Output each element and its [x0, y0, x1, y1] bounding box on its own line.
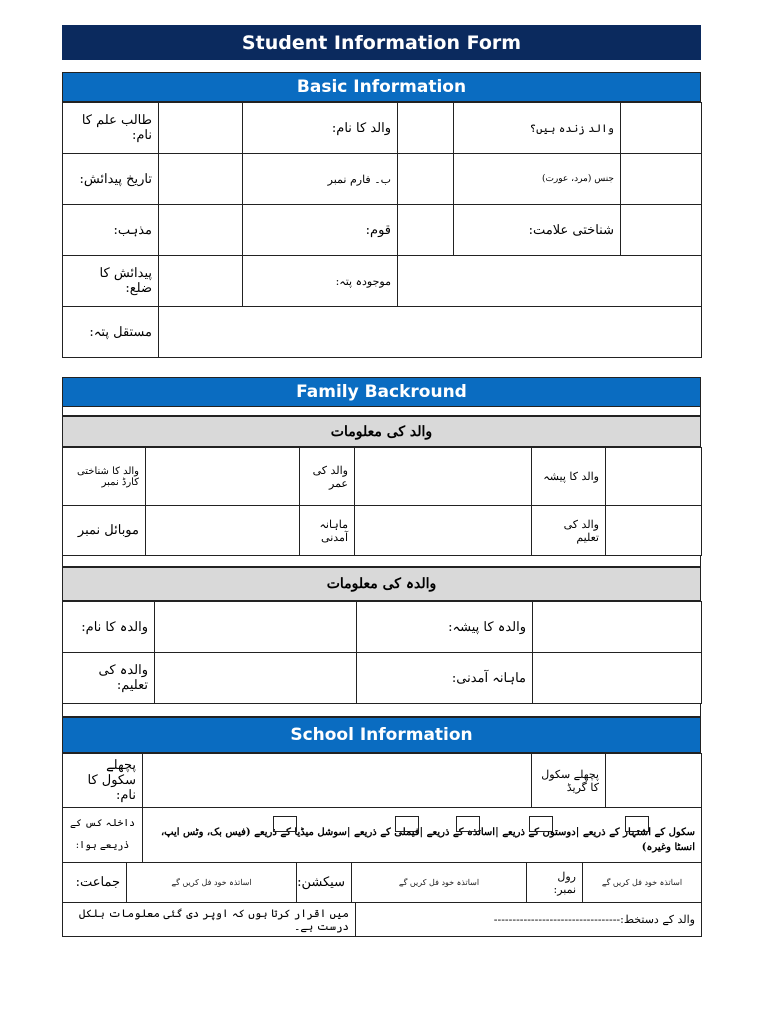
checkbox-family[interactable]: [395, 816, 419, 832]
current-address-label: موجودہ پتہ:: [243, 256, 398, 307]
identity-mark-field[interactable]: [621, 205, 702, 256]
admission-options-text: سکول کے اشتہار کے ذریعے |دوستوں کے ذریعے |اساتذہ کے ذریعے |فیملی کے ذریعے |سوشل میڈیا کے ذریعے (فیس بک، وٹس ایپ، انسٹا وغیرہ): [160, 827, 695, 853]
table-row: [63, 903, 702, 937]
caste-field[interactable]: [398, 205, 454, 256]
mother-name-field[interactable]: [155, 602, 357, 653]
section-label: سیکشن:: [297, 863, 352, 903]
checkbox-teachers[interactable]: [456, 816, 480, 832]
student-name-label: طالب علم کا نام:: [63, 103, 159, 154]
gender-field[interactable]: [621, 154, 702, 205]
permanent-address-label: مستقل پتہ:: [63, 307, 159, 358]
table-row: [63, 448, 702, 506]
mother-income-label: ماہانہ آمدنی:: [357, 653, 533, 704]
identity-mark-label: شناختی علامت:: [454, 205, 621, 256]
father-cnic-field[interactable]: [146, 448, 300, 506]
prev-school-field[interactable]: [143, 754, 532, 808]
table-row: [63, 602, 702, 653]
table-row: [63, 754, 702, 808]
permanent-address-field[interactable]: [159, 307, 702, 358]
family-heading: Family Backround: [62, 377, 701, 407]
gender-label: جنس (مرد، عورت): [454, 154, 621, 205]
declaration-table: [62, 902, 702, 937]
religion-field[interactable]: [159, 205, 243, 256]
section-field: اساتذہ خود فل کریں گے: [352, 863, 527, 903]
checkbox-school-ad[interactable]: [625, 816, 649, 832]
signature-cell[interactable]: [356, 903, 702, 937]
dob-label: تاریخ پیدائش:: [63, 154, 159, 205]
monthly-income-field[interactable]: [355, 506, 532, 556]
mother-info-table: [62, 601, 702, 704]
mother-profession-label: والدہ کا پیشہ:: [357, 602, 533, 653]
father-alive-label: والد زندہ ہیں؟: [454, 103, 621, 154]
religion-label: مذہب:: [63, 205, 159, 256]
table-row: [63, 256, 702, 307]
admission-label: داخلہ کس کے ذریعے ہوا:: [63, 808, 143, 863]
class-table: [62, 862, 702, 903]
table-row: [63, 307, 702, 358]
father-age-field[interactable]: [355, 448, 532, 506]
father-info-table: [62, 447, 702, 556]
roll-no-field: اساتذہ خود فل کریں گے: [583, 863, 702, 903]
admission-table: [62, 807, 702, 863]
signature-line: ----------------------------------: [493, 913, 621, 926]
father-education-field[interactable]: [606, 506, 702, 556]
mother-income-field[interactable]: [533, 653, 702, 704]
admission-options-cell: [143, 808, 702, 863]
mobile-label: موبائل نمبر: [63, 506, 146, 556]
father-age-label: والد کی عمر: [300, 448, 355, 506]
checkbox-social-media[interactable]: [273, 816, 297, 832]
table-row: [63, 863, 702, 903]
basic-info-table: [62, 102, 702, 358]
prev-grade-label: پچھلے سکول کا گریڈ: [532, 754, 606, 808]
father-profession-label: والد کا پیشہ: [532, 448, 606, 506]
prev-grade-field[interactable]: [606, 754, 702, 808]
table-row: [63, 808, 702, 863]
father-cnic-label: والد کا شناختی کارڈ نمبر: [63, 448, 146, 506]
father-name-label: والد کا نام:: [243, 103, 398, 154]
table-row: [63, 205, 702, 256]
form-title: Student Information Form: [62, 25, 701, 60]
bform-label: ب۔ فارم نمبر: [243, 154, 398, 205]
roll-no-label: رول نمبر:: [527, 863, 583, 903]
table-row: [63, 653, 702, 704]
father-education-label: والد کی تعلیم: [532, 506, 606, 556]
mother-name-label: والدہ کا نام:: [63, 602, 155, 653]
father-signature-label: والد کے دستخط:: [620, 913, 695, 926]
checkbox-friends[interactable]: [529, 816, 553, 832]
birth-district-label: پیدائش کا ضلع:: [63, 256, 159, 307]
basic-info-heading: Basic Information: [62, 72, 701, 102]
class-label: جماعت:: [63, 863, 127, 903]
table-row: [63, 154, 702, 205]
student-name-field[interactable]: [159, 103, 243, 154]
table-row: [63, 103, 702, 154]
prev-school-label: پچھلے سکول کا نام:: [63, 754, 143, 808]
mother-profession-field[interactable]: [533, 602, 702, 653]
birth-district-field[interactable]: [159, 256, 243, 307]
current-address-field[interactable]: [398, 256, 702, 307]
dob-field[interactable]: [159, 154, 243, 205]
monthly-income-label: ماہانہ آمدنی: [300, 506, 355, 556]
father-info-heading: والد کی معلومات: [62, 416, 701, 447]
school-info-table: [62, 753, 702, 808]
declaration-text: میں اقرار کرتا ہوں کہ اوپر دی گئی معلومات بلکل درست ہے۔: [63, 903, 356, 937]
mobile-field[interactable]: [146, 506, 300, 556]
mother-education-field[interactable]: [155, 653, 357, 704]
mother-info-heading: والدہ کی معلومات: [62, 567, 701, 601]
mother-education-label: والدہ کی تعلیم:: [63, 653, 155, 704]
caste-label: قوم:: [243, 205, 398, 256]
father-name-field[interactable]: [398, 103, 454, 154]
bform-field[interactable]: [398, 154, 454, 205]
table-row: [63, 506, 702, 556]
father-profession-field[interactable]: [606, 448, 702, 506]
school-heading: School Information: [62, 717, 701, 753]
father-alive-field[interactable]: [621, 103, 702, 154]
class-field: اساتذہ خود فل کریں گے: [127, 863, 297, 903]
